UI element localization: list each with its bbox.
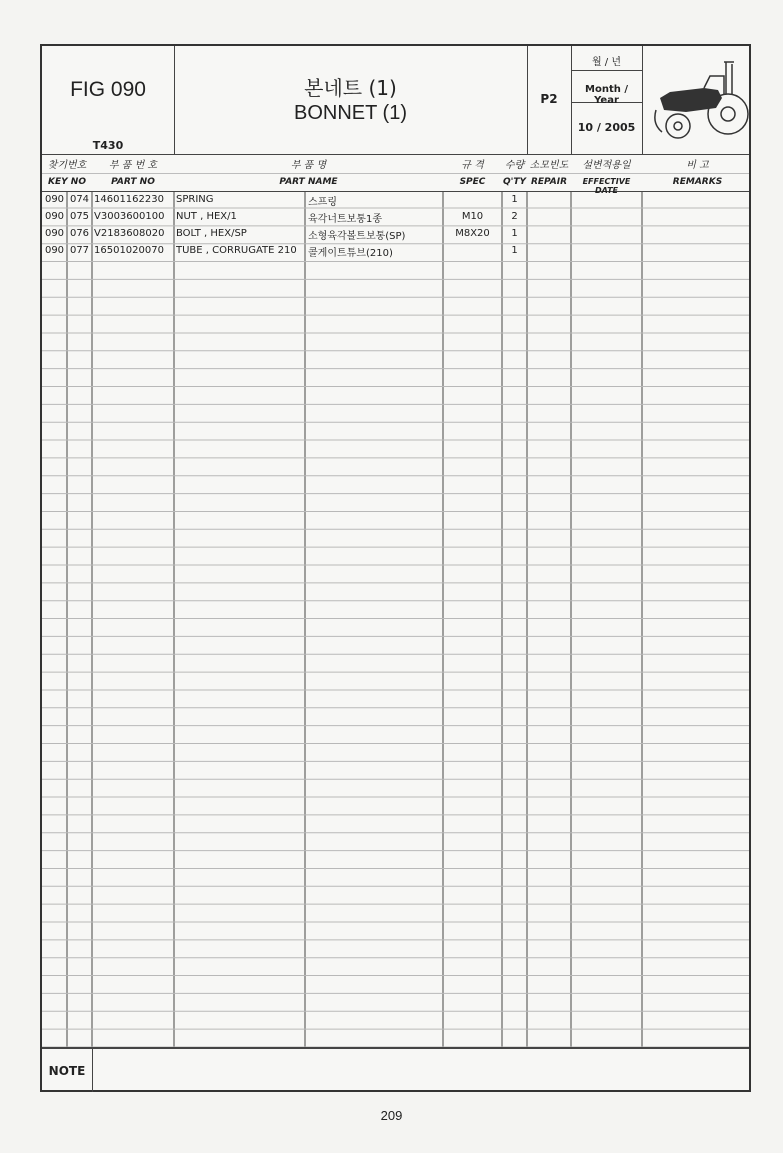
- table-cell-spec: M10: [461, 211, 484, 222]
- table-cell-part-no: V2183608020: [94, 228, 165, 239]
- table-cell-part-no: V3003600100: [94, 211, 165, 222]
- table-cell-name-en: SPRING: [176, 194, 214, 205]
- table-cell-qty: 1: [511, 245, 518, 256]
- column-header-part-name: PART NAME: [279, 177, 338, 187]
- note-rule: [42, 1047, 749, 1049]
- table-cell-spec: M8X20: [455, 228, 490, 239]
- table-cell-name-ko: 스프링: [308, 197, 337, 208]
- column-header-effective-date: 설변적용일: [582, 160, 631, 171]
- column-header-remarks: 비 고: [686, 160, 709, 171]
- table-cell-name-en: BOLT , HEX/SP: [176, 228, 247, 239]
- table-grid: [42, 191, 749, 1047]
- table-cell-part-no: 16501020070: [94, 245, 164, 256]
- table-cell-key-no: 075: [69, 211, 90, 222]
- note-label: NOTE: [48, 1064, 86, 1078]
- table-cell-key-no: 074: [69, 194, 90, 205]
- table-cell-fig: 090: [44, 228, 65, 239]
- page-title-english: BONNET (1): [294, 102, 407, 124]
- table-cell-fig: 090: [44, 245, 65, 256]
- month-year-label: Month / Year: [585, 84, 628, 106]
- table-cell-key-no: 076: [69, 228, 90, 239]
- column-header-part-no: 부 품 번 호: [108, 160, 158, 171]
- column-header-part-name: 부 품 명: [290, 160, 327, 171]
- header-rule: [42, 154, 749, 155]
- table-cell-qty: 1: [511, 228, 518, 239]
- table-cell-fig: 090: [44, 194, 65, 205]
- column-header-repair: REPAIR: [530, 177, 568, 187]
- month-year-label-korean: 월 / 년: [591, 57, 622, 68]
- column-header-repair: 소모빈도: [529, 160, 569, 171]
- table-cell-key-no: 077: [69, 245, 90, 256]
- column-header-remarks: REMARKS: [672, 177, 723, 187]
- table-cell-qty: 1: [511, 194, 518, 205]
- page-number: 209: [380, 1108, 403, 1123]
- table-cell-name-en: NUT , HEX/1: [176, 211, 237, 222]
- note-divider: [92, 1047, 93, 1092]
- column-header-qty: Q'TY: [502, 177, 527, 187]
- column-header-key-no: 찾기번호: [47, 160, 87, 171]
- column-header-effective-date: EFFECTIVE DATE: [582, 177, 631, 195]
- page-code: P2: [540, 92, 558, 106]
- column-header-spec: SPEC: [459, 177, 486, 187]
- page-title-korean: 본네트 (1): [304, 76, 397, 100]
- table-cell-qty: 2: [511, 211, 518, 222]
- issue-date: 10 / 2005: [577, 121, 636, 134]
- table-cell-name-ko: 콜게이트튜브(210): [308, 248, 393, 259]
- header-rule: [42, 173, 749, 174]
- parts-table-body: [42, 191, 749, 1047]
- column-header-part-no: PART NO: [111, 177, 155, 187]
- column-header-qty: 수량: [504, 160, 525, 171]
- column-header-spec: 규 격: [461, 160, 484, 171]
- table-cell-name-en: TUBE , CORRUGATE 210: [176, 245, 297, 256]
- parts-sheet: [40, 44, 751, 1092]
- header-divider: [571, 70, 642, 71]
- fig-number: FIG 090: [70, 78, 146, 101]
- table-cell-fig: 090: [44, 211, 65, 222]
- table-cell-name-ko: 육각너트보통1종: [308, 214, 382, 225]
- header-divider: [642, 46, 643, 154]
- model-code: T430: [92, 139, 124, 152]
- table-cell-part-no: 14601162230: [94, 194, 164, 205]
- table-cell-name-ko: 소형육각볼트보통(SP): [308, 231, 406, 242]
- column-header-key-no: KEY NO: [48, 177, 86, 187]
- tractor-icon: [646, 54, 750, 146]
